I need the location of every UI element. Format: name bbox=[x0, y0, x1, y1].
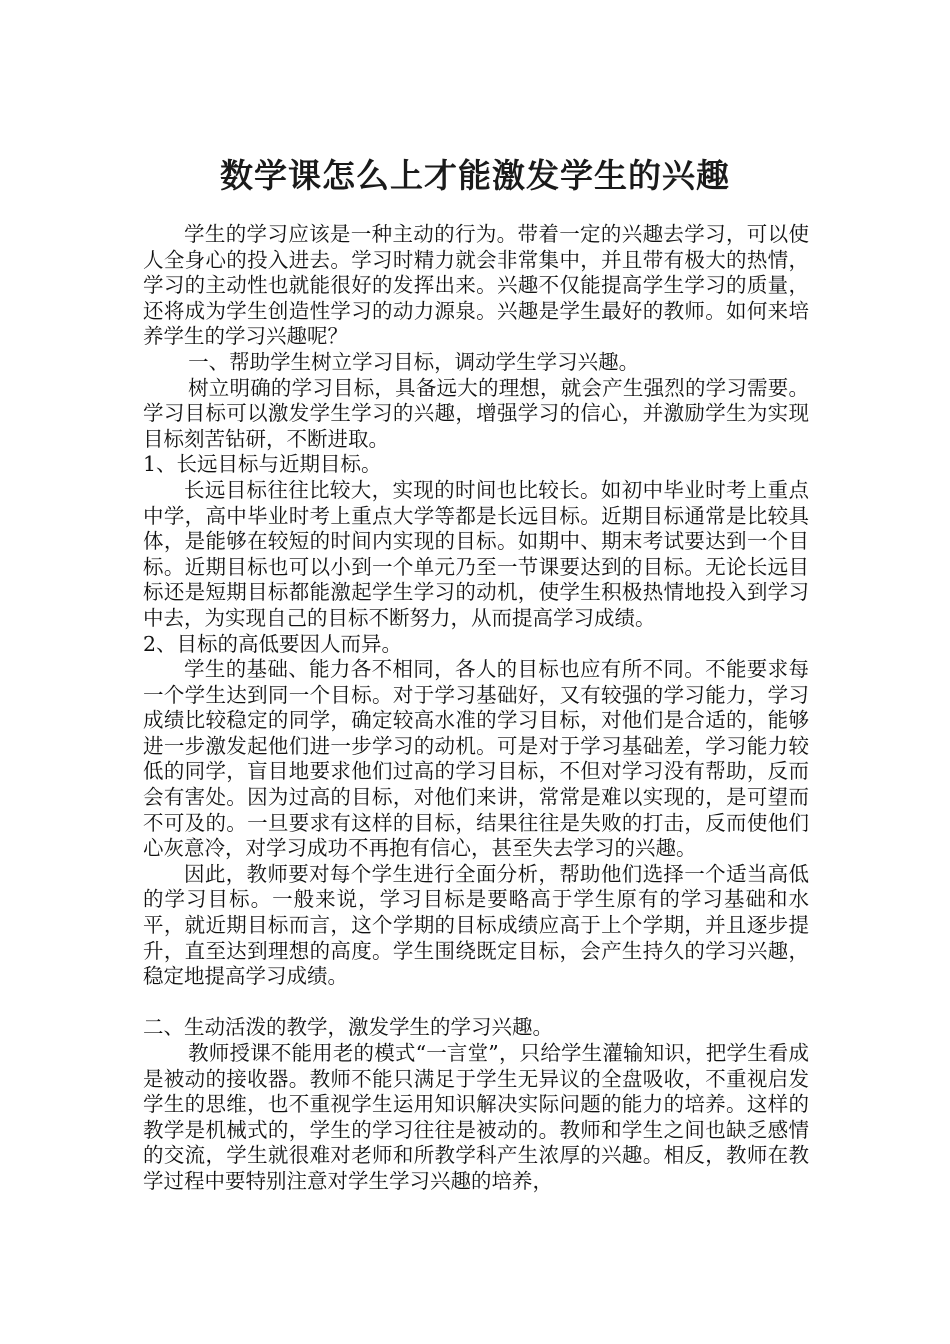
subheading-1: 1、长远目标与近期目标。 bbox=[143, 452, 382, 477]
paragraph-goals: 树立明确的学习目标，具备远大的理想，就会产生强烈的学习需要。学习目标可以激发学生学习的兴趣，增强学习的信心，并激励学生为实现目标刻苦钻研，不断进取。 bbox=[143, 375, 809, 451]
paragraph-therefore: 因此，教师要对每个学生进行全面分析，帮助他们选择一个适当高低的学习目标。一般来说，学习目标是要略高于学生原有的学习基础和水平，就近期目标而言，这个学期的目标成绩应高于上个学期，并且逐步提升，直至达到理想的高度。学生围绕既定目标，会产生持久的学习兴趣，稳定地提高学习成绩。 bbox=[143, 861, 809, 989]
paragraph-teaching: 教师授课不能用老的模式“一言堂”，只给学生灌输知识，把学生看成是被动的接收器。教师不能只满足于学生无异议的全盘吸收，不重视启发学生的思维，也不重视学生运用知识解决实际问题的能力的培养。这样的教学是机械式的，学生的学习往往是被动的。教师和学生之间也缺乏感情的交流，学生就很难对老师和所教学科产生浓厚的兴趣。相反，教师在教学过程中要特别注意对学生学习兴趣的培养， bbox=[143, 1041, 809, 1193]
paragraph-goal-levels: 学生的基础、能力各不相同，各人的目标也应有所不同。不能要求每一个学生达到同一个目标。对于学习基础好，又有较强的学习能力，学习成绩比较稳定的同学，确定较高水准的学习目标，对他们是合适的，能够进一步激发起他们进一步学习的动机。可是对于学习基础差，学习能力较低的同学，盲目地要求他们过高的学习目标，不但对学习没有帮助，反而会有害处。因为过高的目标，对他们来讲，常常是难以实现的，是可望而不可及的。一旦要求有这样的目标，结果往往是失败的打击，反而使他们心灰意冷，对学习成功不再抱有信心，甚至失去学习的兴趣。 bbox=[143, 657, 809, 861]
paragraph-long-short-goals: 长远目标往往比较大，实现的时间也比较长。如初中毕业时考上重点中学，高中毕业时考上重点大学等都是长远目标。近期目标通常是比较具体，是能够在较短的时间内实现的目标。如期中、期末考试要达到一个目标。近期目标也可以小到一个单元乃至一节课要达到的目标。无论长远目标还是短期目标都能激起学生学习的动机，使学生积极热情地投入到学习中去，为实现自己的目标不断努力，从而提高学习成绩。 bbox=[143, 477, 809, 630]
subheading-2: 2、目标的高低要因人而异。 bbox=[143, 631, 403, 656]
blank-line bbox=[143, 990, 809, 1016]
heading-section-2: 二、生动活泼的教学，激发学生的学习兴趣。 bbox=[143, 1015, 553, 1040]
document-title: 数学课怎么上才能激发学生的兴趣 bbox=[220, 156, 730, 195]
paragraph-intro: 学生的学习应该是一种主动的行为。带着一定的兴趣去学习，可以使人全身心的投入进去。学习时精力就会非常集中，并且带有极大的热情，学习的主动性也就能很好的发挥出来。兴趣不仅能提高学生学习的质量，还将成为学生创造性学习的动力源泉。兴趣是学生最好的教师。如何来培养学生的学习兴趣呢？ bbox=[143, 222, 809, 349]
document-body bbox=[143, 222, 809, 1195]
heading-section-1: 一、帮助学生树立学习目标，调动学生学习兴趣。 bbox=[188, 349, 640, 374]
